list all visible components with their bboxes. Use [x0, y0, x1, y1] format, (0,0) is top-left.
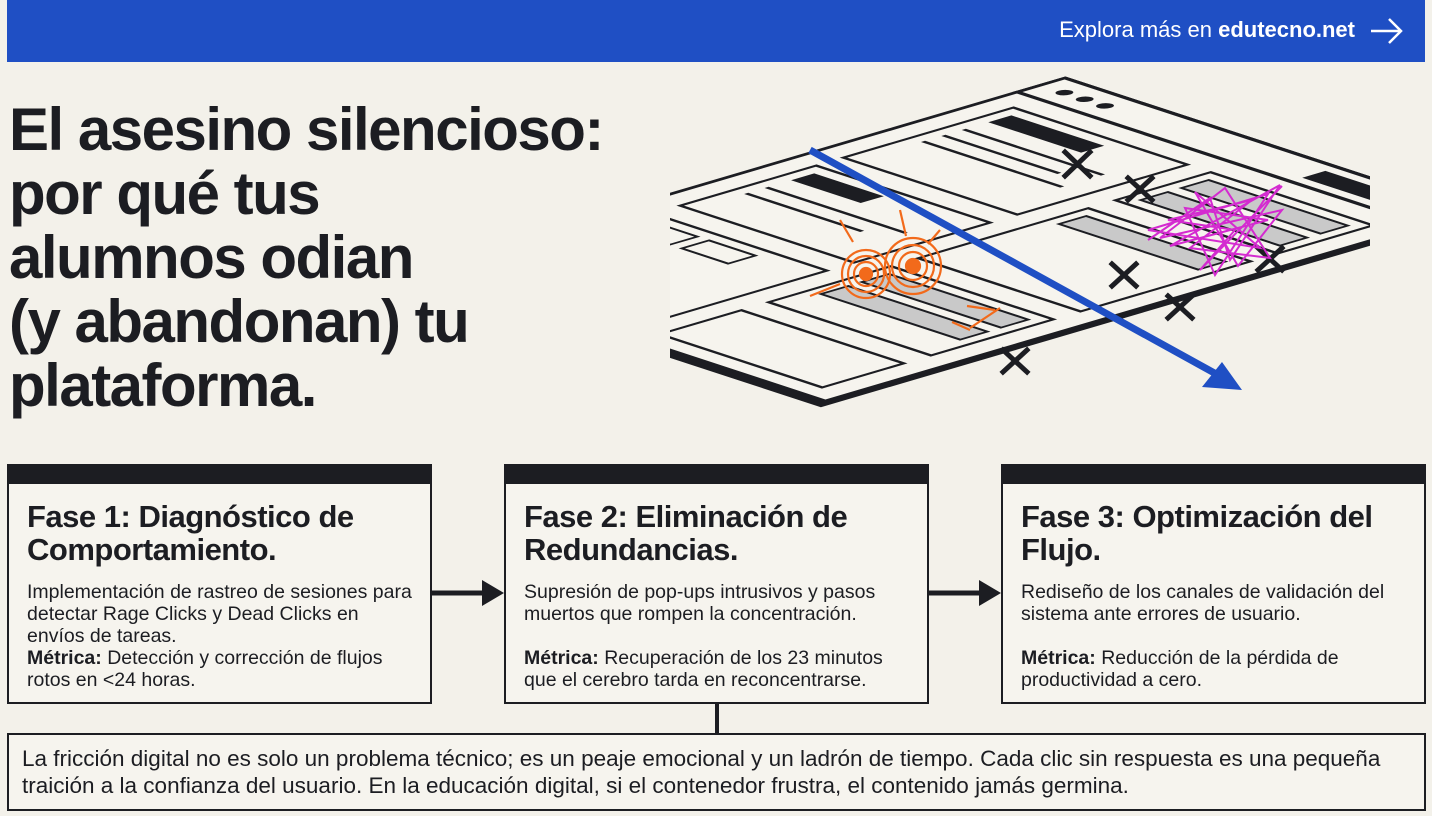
phase-card-3 — [1001, 464, 1426, 704]
title-line-2: por qué tus — [9, 160, 320, 227]
phase-3-metric-text: Reducción de la pérdida de productividad a cero. — [1021, 647, 1339, 691]
summary-box — [7, 733, 1426, 811]
phase-2-metric-label: Métrica: — [524, 647, 599, 669]
phase-2-title: Fase 2: Eliminación de Redundancias. — [524, 499, 848, 567]
phase-2-description: Supresión de pop-ups intrusivos y pasos muertos que rompen la concentración. — [524, 581, 876, 625]
flow-arrow-icon — [929, 578, 1001, 608]
flow-arrow-icon — [432, 578, 504, 608]
phase-1-metric — [27, 647, 420, 691]
explore-link-domain: edutecno.net — [1218, 17, 1355, 42]
page-title — [9, 98, 699, 418]
phase-1-title: Fase 1: Diagnóstico de Comportamiento. — [27, 499, 354, 567]
arrow-right-icon[interactable] — [1369, 14, 1405, 48]
phase-1-metric-label: Métrica: — [27, 647, 102, 669]
phase-2-metric-text: Recuperación de los 23 minutos que el cerebro tarda en reconcentrarse. — [524, 647, 883, 691]
summary-text: La fricción digital no es solo un problema técnico; es un peaje emocional y un ladrón de tiempo. Cada clic sin respuesta es una pequeña traición a la confianza del usuario. En la educación digital, si el contenedor frustra, el contenido jamás germina. — [22, 746, 1381, 798]
phase-card-1 — [7, 464, 432, 704]
explore-link-prefix: Explora más en — [1059, 17, 1212, 42]
title-line-1: El asesino silencioso: — [9, 96, 603, 163]
title-line-5: plataforma. — [9, 352, 316, 419]
phase-1-metric-text: Detección y corrección de flujos rotos en <24 horas. — [27, 647, 383, 691]
top-banner — [7, 0, 1425, 62]
phase-2-metric — [524, 647, 917, 691]
broken-web-page-illustration — [670, 70, 1370, 460]
phase-3-metric — [1021, 647, 1414, 691]
title-line-4: (y abandonan) tu — [9, 288, 469, 355]
phase-3-metric-label: Métrica: — [1021, 647, 1096, 669]
footer-connector — [715, 703, 719, 734]
phase-card-2 — [504, 464, 929, 704]
phase-3-title: Fase 3: Optimización del Flujo. — [1021, 499, 1373, 567]
phase-3-description: Rediseño de los canales de validación del sistema ante errores de usuario. — [1021, 581, 1385, 625]
title-line-3: alumnos odian — [9, 224, 413, 291]
phase-1-description: Implementación de rastreo de sesiones para detectar Rage Clicks y Dead Clicks en envíos de tareas. — [27, 581, 412, 647]
explore-link[interactable] — [1059, 17, 1355, 43]
